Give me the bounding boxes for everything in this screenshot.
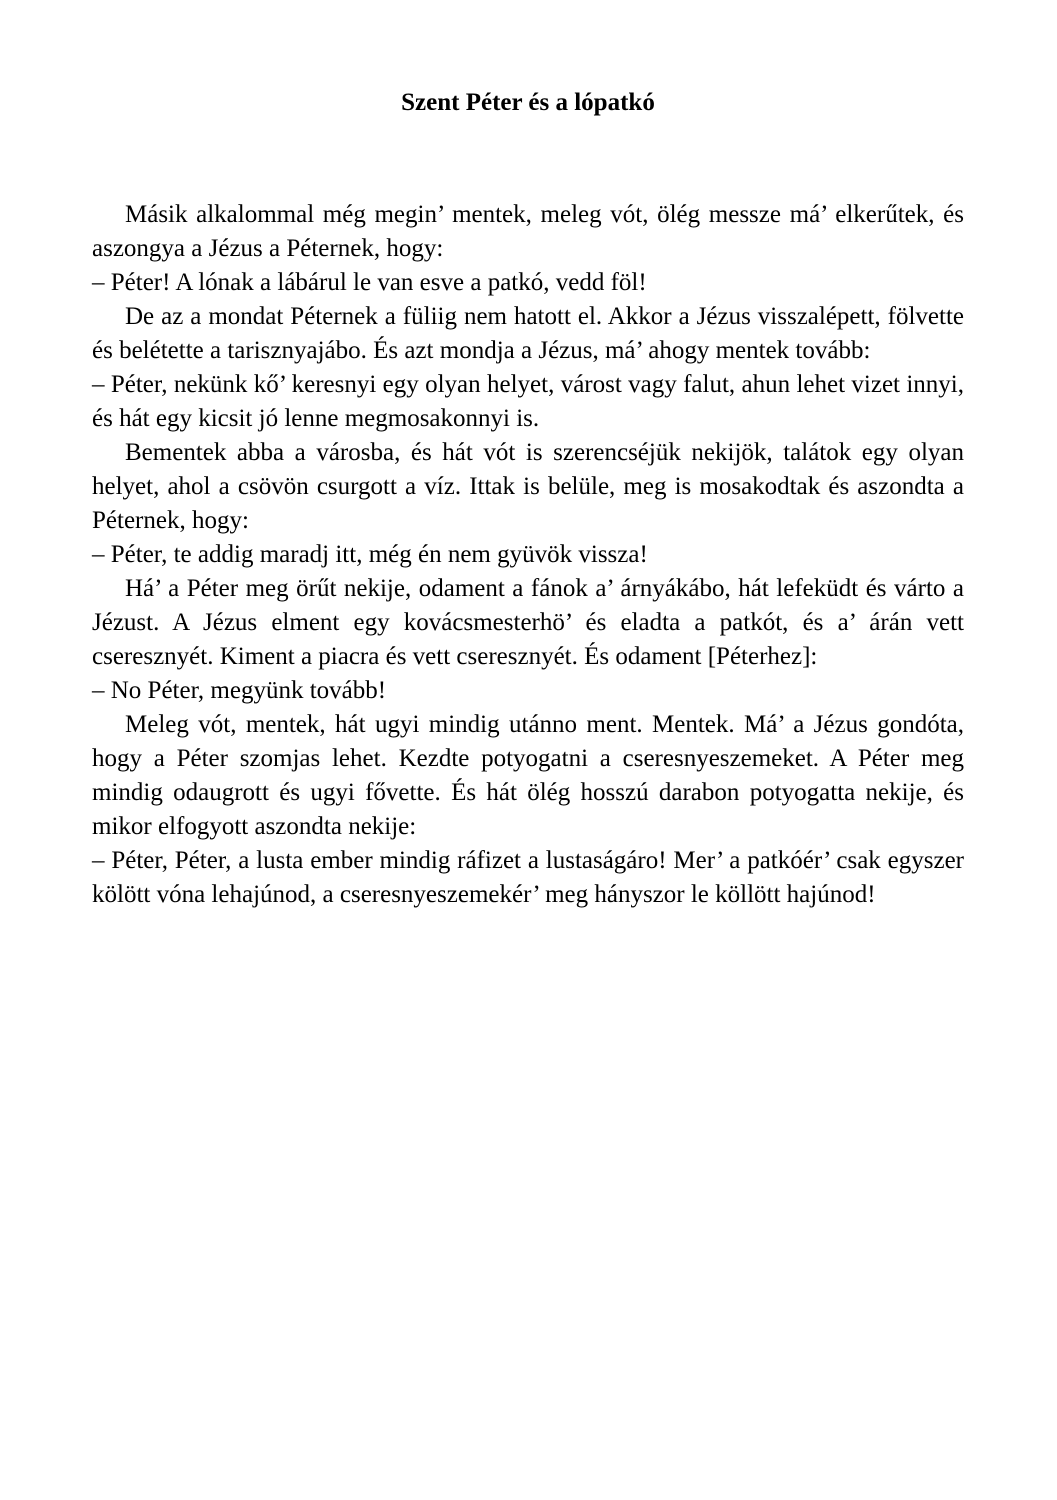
paragraph-dialogue: – Péter, Péter, a lusta ember mindig ráfizet a lustaságáro! Mer’ a patkóér’ csak egyszer kölött vóna lehajúnod, a cseresnyeszemekér’ meg hányszor le köllött hajúnod! [92, 847, 964, 908]
paragraph-narrative: Másik alkalommal még megin’ mentek, meleg vót, ölég messze má’ elkerűtek, és aszongya a Jézus a Péternek, hogy: [92, 201, 964, 262]
page-title: Szent Péter és a lópatkó [401, 89, 655, 116]
paragraph-narrative: De az a mondat Péternek a füliig nem hatott el. Akkor a Jézus visszalépett, fölvette és belétette a tarisznyajábo. És azt mondja a Jézus, má’ ahogy mentek tovább: [92, 303, 964, 364]
paragraph-narrative: Há’ a Péter meg örűt nekije, odament a fánok a’ árnyákábo, hát lefeküdt és várto a Jézust. A Jézus elment egy kovácsmesterhö’ és eladta a patkót, és a’ árán vett cseresznyét. Kiment a piacra és vett cseresznyét. És odament [Péterhez]: [92, 575, 964, 670]
paragraph-narrative: Meleg vót, mentek, hát ugyi mindig utánno ment. Mentek. Má’ a Jézus gondóta, hogy a Péter szomjas lehet. Kezdte potyogatni a cseresnyeszemeket. A Péter meg mindig odaugrott és ugyi fővette. És hát ölég hosszú darabon potyogatta nekije, és mikor elfogyott aszondta nekije: [92, 711, 964, 840]
paragraph-dialogue: – Péter! A lónak a lábárul le van esve a patkó, vedd föl! [92, 269, 647, 296]
paragraph-dialogue: – No Péter, megyünk tovább! [92, 677, 387, 704]
paragraph-narrative: Bementek abba a városba, és hát vót is szerencséjük nekijök, talátok egy olyan helyet, ahol a csövön csurgott a víz. Ittak is belüle, meg is mosakodtak és aszondta a Péternek, hogy: [92, 439, 964, 534]
paragraph-dialogue: – Péter, nekünk kő’ keresnyi egy olyan helyet, várost vagy falut, ahun lehet vizet innyi, és hát egy kicsit jó lenne megmosakonnyi is. [92, 371, 964, 432]
paragraph-dialogue: – Péter, te addig maradj itt, még én nem gyüvök vissza! [92, 541, 648, 568]
